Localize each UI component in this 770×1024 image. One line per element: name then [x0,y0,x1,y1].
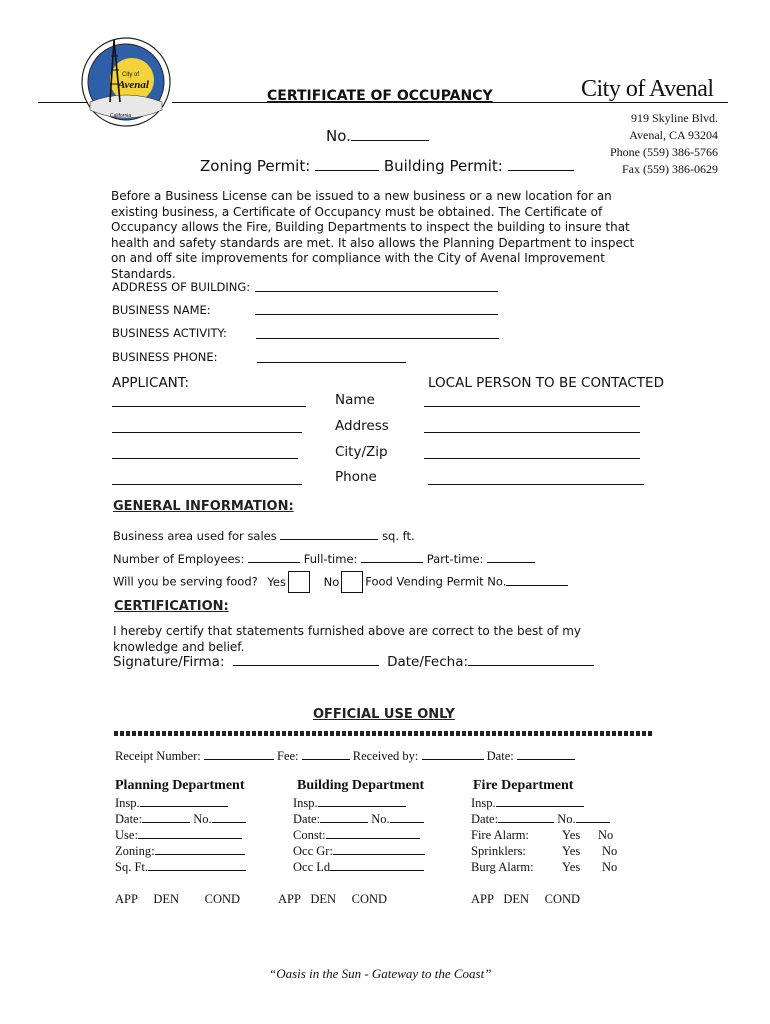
food-no-label: No [323,574,340,589]
fire-no-field[interactable] [576,822,610,823]
planning-insp-label: Insp. [115,796,140,810]
fulltime-label: Full-time: [303,552,358,566]
building-no-label: No. [371,812,390,826]
planning-cond-option[interactable]: COND [204,892,241,906]
contact-field-name: Name [335,392,375,408]
fire-app-option[interactable]: APP [471,892,494,906]
contact-field-address: Address [335,418,389,434]
planning-status-row [115,892,240,907]
fire-den-option[interactable]: DEN [503,892,530,906]
building-permit-label: Building Permit: [383,157,503,175]
local-phone-field[interactable] [428,484,644,485]
sales-area-row [113,529,415,543]
sales-area-field[interactable] [280,539,378,540]
certificate-number [326,127,429,145]
signature-label: Signature/Firma: [113,654,225,670]
official-use-heading: OFFICIAL USE ONLY [313,707,455,722]
seal-text-main: Avenal [118,79,149,91]
contact-field-cityzip: City/Zip [335,444,388,460]
page-title: CERTIFICATE OF OCCUPANCY [267,88,493,104]
contact-field-phone: Phone [335,469,377,485]
fire-no-label: No. [557,812,576,826]
planning-zoning-label: Zoning: [115,844,155,858]
address-line-4: Fax (559) 386-0629 [622,162,718,176]
food-row [113,571,568,593]
official-date-label: Date: [486,749,514,763]
food-yes-label: Yes [267,574,286,589]
received-by-label: Received by: [352,749,419,763]
official-date-field[interactable] [517,759,575,760]
sprinklers-label: Sprinklers: [471,844,526,858]
dotted-divider [114,731,652,736]
certification-heading: CERTIFICATION: [114,599,229,614]
receipt-number-field[interactable] [204,759,274,760]
building-const-row [293,828,420,843]
sprinklers-no-option[interactable]: No [602,844,618,858]
seal-text-top: City of [122,72,140,78]
fulltime-field[interactable] [361,562,423,563]
seal-text-bottom: California [110,113,132,119]
date-fecha-field[interactable] [468,665,594,666]
applicant-address-field[interactable] [112,432,302,433]
fire-insp-row [471,796,584,811]
address-line-1: 919 Skyline Blvd. [630,111,718,125]
fire-alarm-yes-option[interactable]: Yes [562,828,581,842]
fire-cond-option[interactable]: COND [544,892,581,906]
date-fecha-label: Date/Fecha: [387,654,469,670]
employees-field[interactable] [248,562,300,563]
fee-label: Fee: [277,749,299,763]
fire-date-label: Date: [471,812,499,826]
certificate-number-field[interactable] [351,140,429,141]
building-occld-label: Occ Ld [293,860,331,874]
vending-permit-field[interactable] [506,585,568,586]
food-question-label: Will you be serving food? [113,574,258,589]
planning-department-title: Planning Department [115,778,245,793]
address-of-building-field[interactable] [255,291,498,292]
burg-alarm-no-option[interactable]: No [602,860,618,874]
business-name-field[interactable] [255,314,498,315]
planning-use-field[interactable] [138,838,242,839]
signature-field[interactable] [233,665,379,666]
building-insp-label: Insp. [293,796,318,810]
address-line-2: Avenal, CA 93204 [629,128,718,142]
received-by-field[interactable] [422,759,484,760]
local-address-field[interactable] [424,432,640,433]
business-activity-field[interactable] [256,338,499,339]
city-seal [80,36,172,128]
fee-field[interactable] [302,759,350,760]
building-department-title: Building Department [297,778,425,793]
planning-app-option[interactable]: APP [115,892,138,906]
food-yes-checkbox[interactable] [288,571,310,593]
building-den-option[interactable]: DEN [310,892,337,906]
building-no-field[interactable] [390,822,424,823]
building-occgr-label: Occ Gr: [293,844,333,858]
building-permit-field[interactable] [508,170,574,171]
fire-department-title: Fire Department [473,778,574,793]
certificate-number-label: No. [326,127,351,145]
planning-date-label: Date: [115,812,143,826]
fire-insp-label: Insp. [471,796,496,810]
business-phone-label: BUSINESS PHONE: [112,350,218,364]
applicant-cityzip-field[interactable] [112,458,298,459]
planning-insp-field[interactable] [140,806,228,807]
employees-label: Number of Employees: [113,552,245,566]
applicant-phone-field[interactable] [112,484,302,485]
city-name: City of Avenal [581,76,714,102]
building-occgr-field[interactable] [333,854,425,855]
planning-date-row [115,812,246,827]
food-no-checkbox[interactable] [341,571,363,593]
burg-alarm-label: Burg Alarm: [471,860,534,874]
permit-row [200,157,574,175]
planning-insp-row [115,796,228,811]
planning-sqft-label: Sq. Ft. [115,860,149,874]
sales-area-unit: sq. ft. [382,529,415,543]
intro-paragraph: Before a Business License can be issued to a new business or a new location for an existing business, a Certificate of Occupancy must be obtained. The Certificate of Occupancy allows the Fire, Building Departments to inspect the building to insure that health and safety standards are met. It also allows the Planning Department to inspect on and off site improvements for compliance with the City of Avenal Improvement Standards. [111,189,635,281]
planning-zoning-field[interactable] [155,854,245,855]
building-date-field[interactable] [320,822,368,823]
sprinklers-yes-option[interactable]: Yes [562,844,581,858]
general-information-heading: GENERAL INFORMATION: [113,499,294,514]
address-of-building-label: ADDRESS OF BUILDING: [112,280,251,294]
parttime-label: Part-time: [426,552,484,566]
receipt-row [115,749,575,764]
receipt-number-label: Receipt Number: [115,749,201,763]
planning-sqft-row [115,860,246,875]
city-seal-icon [80,36,172,128]
parttime-field[interactable] [487,562,535,563]
planning-no-label: No. [193,812,212,826]
zoning-permit-label: Zoning Permit: [200,157,311,175]
building-insp-row [293,796,406,811]
building-date-label: Date: [293,812,321,826]
planning-use-row [115,828,242,843]
fire-date-field[interactable] [498,822,554,823]
fire-alarm-label: Fire Alarm: [471,828,529,842]
fire-insp-field[interactable] [496,806,584,807]
address-line-3: Phone (559) 386-5766 [610,145,718,159]
footer-motto: “Oasis in the Sun - Gateway to the Coast” [269,966,492,981]
vending-permit-label: Food Vending Permit No. [365,574,507,589]
applicant-label: APPLICANT: [112,375,190,391]
planning-use-label: Use: [115,828,138,842]
signature-row [113,654,594,670]
fire-date-row [471,812,610,827]
building-status-row [278,892,387,907]
local-cityzip-field[interactable] [424,458,640,459]
building-insp-field[interactable] [318,806,406,807]
local-contact-label: LOCAL PERSON TO BE CONTACTED [428,375,664,391]
burg-alarm-yes-option[interactable]: Yes [562,860,581,874]
business-activity-label: BUSINESS ACTIVITY: [112,326,227,340]
applicant-name-field[interactable] [112,406,306,407]
building-occld-field[interactable] [330,870,424,871]
fire-alarm-no-option[interactable]: No [598,828,614,842]
fire-status-row [471,892,580,907]
building-cond-option[interactable]: COND [351,892,388,906]
building-const-label: Const: [293,828,326,842]
building-app-option[interactable]: APP [278,892,301,906]
business-name-label: BUSINESS NAME: [112,303,211,317]
header-rule-left [38,102,88,103]
certification-statement: I hereby certify that statements furnished above are correct to the best of my knowledge and belief. [113,624,581,654]
building-occgr-row [293,844,425,859]
building-occld-row [293,860,424,875]
zoning-permit-field[interactable] [315,170,379,171]
planning-sqft-field[interactable] [148,870,246,871]
building-const-field[interactable] [326,838,420,839]
building-date-row [293,812,424,827]
planning-date-field[interactable] [142,822,190,823]
planning-no-field[interactable] [212,822,246,823]
planning-den-option[interactable]: DEN [153,892,180,906]
planning-zoning-row [115,844,245,859]
business-phone-field[interactable] [257,362,406,363]
employees-row [113,552,535,566]
sales-area-label: Business area used for sales [113,529,277,543]
local-name-field[interactable] [424,406,640,407]
